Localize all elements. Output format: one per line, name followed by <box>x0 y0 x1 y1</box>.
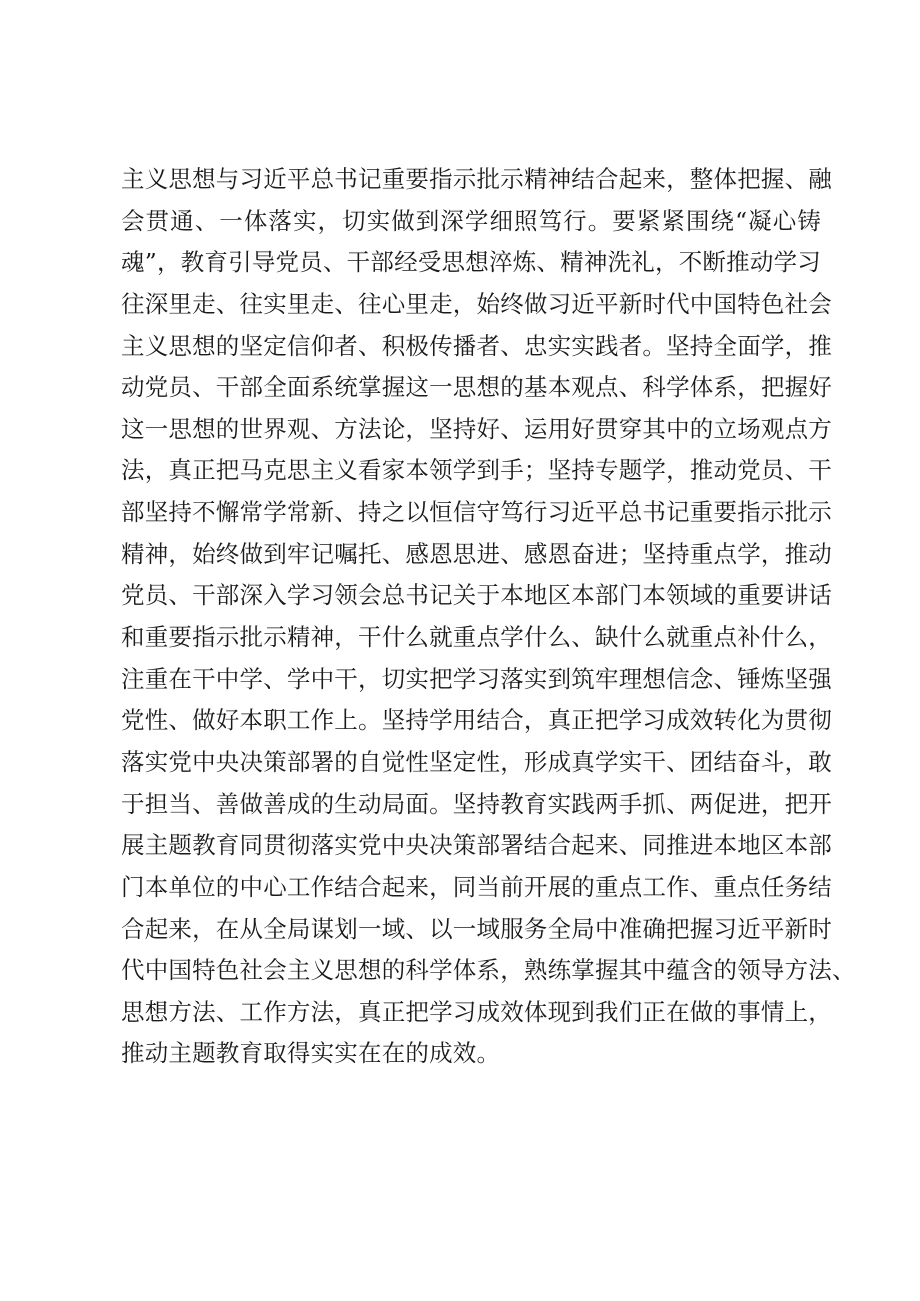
text-line-22: 推动主题教育取得实实在在的成效。 <box>121 1039 501 1068</box>
text-line-5: 主义思想的坚定信仰者、积极传播者、忠实实践者。坚持全面学，推 <box>121 331 832 360</box>
text-line-7: 这一思想的世界观、方法论，坚持好、运用好贯穿其中的立场观点方 <box>121 414 832 443</box>
text-line-8: 法，真正把马克思主义看家本领学到手；坚持专题学，推动党员、干 <box>121 456 832 485</box>
text-line-21: 思想方法、工作方法，真正把学习成效体现到我们正在做的事情上， <box>121 997 832 1026</box>
text-line-13: 注重在干中学、学中干，切实把学习落实到筑牢理想信念、锤炼坚强 <box>121 664 832 693</box>
text-line-4: 往深里走、往实里走、往心里走，始终做习近平新时代中国特色社会 <box>121 289 832 318</box>
text-line-6: 动党员、干部全面系统掌握这一思想的基本观点、科学体系，把握好 <box>121 373 832 402</box>
body-paragraph <box>121 159 856 1075</box>
text-line-1: 主义思想与习近平总书记重要指示批示精神结合起来，整体把握、融 <box>121 165 832 193</box>
text-line-12: 和重要指示批示精神，干什么就重点学什么、缺什么就重点补什么， <box>121 623 832 652</box>
text-line-10: 精神，始终做到牢记嘱托、感恩思进、感恩奋进；坚持重点学，推动 <box>121 539 832 568</box>
text-line-17: 展主题教育同贯彻落实党中央决策部署结合起来、同推进本地区本部 <box>121 831 832 860</box>
text-line-2: 会贯通、一体落实，切实做到深学细照笃行。要紧紧围绕“凝心铸 <box>121 206 821 235</box>
text-line-9: 部坚持不懈常学常新、持之以恒信守笃行习近平总书记重要指示批示 <box>121 498 832 527</box>
text-line-18: 门本单位的中心工作结合起来，同当前开展的重点工作、重点任务结 <box>121 872 832 901</box>
text-line-11: 党员、干部深入学习领会总书记关于本地区本部门本领域的重要讲话 <box>121 581 832 610</box>
text-line-15: 落实党中央决策部署的自觉性坚定性，形成真学实干、团结奋斗，敢 <box>121 747 832 776</box>
text-line-19: 合起来，在从全局谋划一域、以一域服务全局中准确把握习近平新时 <box>121 914 832 943</box>
text-line-3: 魂”，教育引导党员、干部经受思想淬炼、精神洗礼，不断推动学习 <box>121 248 821 277</box>
text-line-20: 代中国特色社会主义思想的科学体系，熟练掌握其中蕴含的领导方法、 <box>121 956 856 985</box>
text-line-16: 于担当、善做善成的生动局面。坚持教育实践两手抓、两促进，把开 <box>121 789 832 818</box>
text-line-14: 党性、做好本职工作上。坚持学用结合，真正把学习成效转化为贯彻 <box>121 706 832 735</box>
